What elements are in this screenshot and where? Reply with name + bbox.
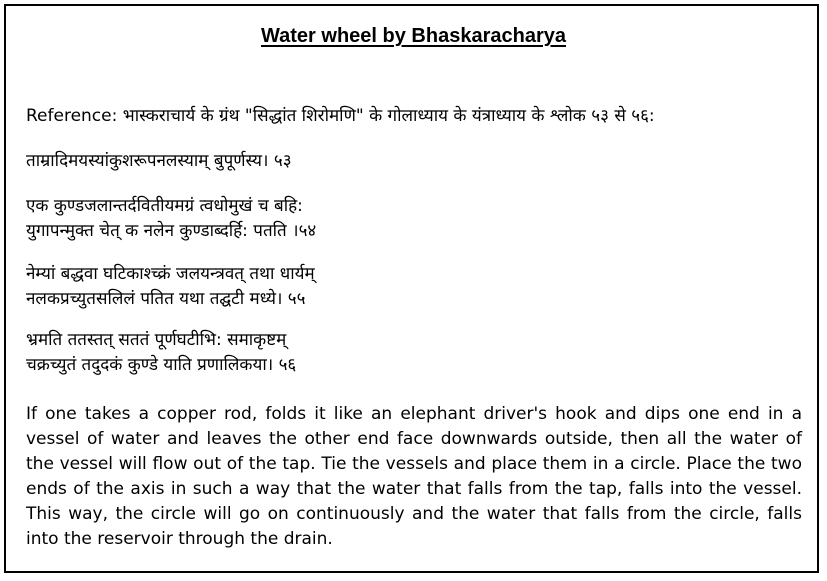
- reference-line: Reference: भास्कराचार्य के ग्रंथ "सिद्धांत शिरोमणि" के गोलाध्याय के यंत्राध्याय के श्लोक ५३ से ५६:: [26, 106, 655, 126]
- document-title: Water wheel by Bhaskaracharya: [261, 25, 566, 47]
- verse-line: एक कुण्डजलान्तर्दवितीयमग्रं त्वधोमुखं च बहि:: [26, 196, 303, 216]
- verse-line: युगापन्मुक्त चेत् क नलेन कुण्डाब्दर्हि: पतति ।५४: [26, 221, 317, 241]
- verse-line: चक्रच्युतं तदुदकं कुण्डे याति प्रणालिकया। ५६: [26, 355, 297, 375]
- verse-line: ताम्रादिमयस्यांकुशरूपनलस्याम् बुपूर्णस्य। ५३: [26, 151, 292, 171]
- verse-line: नेम्यां बद्धवा घटिकाश्च्क्रं जलयन्त्रवत् तथा धार्यम्: [26, 264, 315, 284]
- verse-54: [26, 194, 316, 244]
- verse-53: [26, 149, 292, 174]
- document-frame: [4, 4, 819, 573]
- verse-line: नलकप्रच्युतसलिलं पतित यथा तद्घटी मध्ये। ५५: [26, 289, 306, 309]
- english-translation: If one takes a copper rod, folds it like an elephant driver's hook and dips one end in a vessel of water and leaves the other end face downwards outside, then all the water of the vessel will flow out of the tap. Tie the vessels and place them in a circle. Place the two ends of the axis in such a way that the water that falls from the tap, falls into the vessel. This way, the circle will go on continuously and the water that falls from the circle, falls into the reservoir through the drain.: [26, 404, 802, 549]
- verse-56: [26, 328, 296, 378]
- verse-line: भ्रमति ततस्तत् सततं पूर्णघटीभि: समाकृष्टम्: [26, 330, 287, 350]
- verse-55: [26, 262, 315, 312]
